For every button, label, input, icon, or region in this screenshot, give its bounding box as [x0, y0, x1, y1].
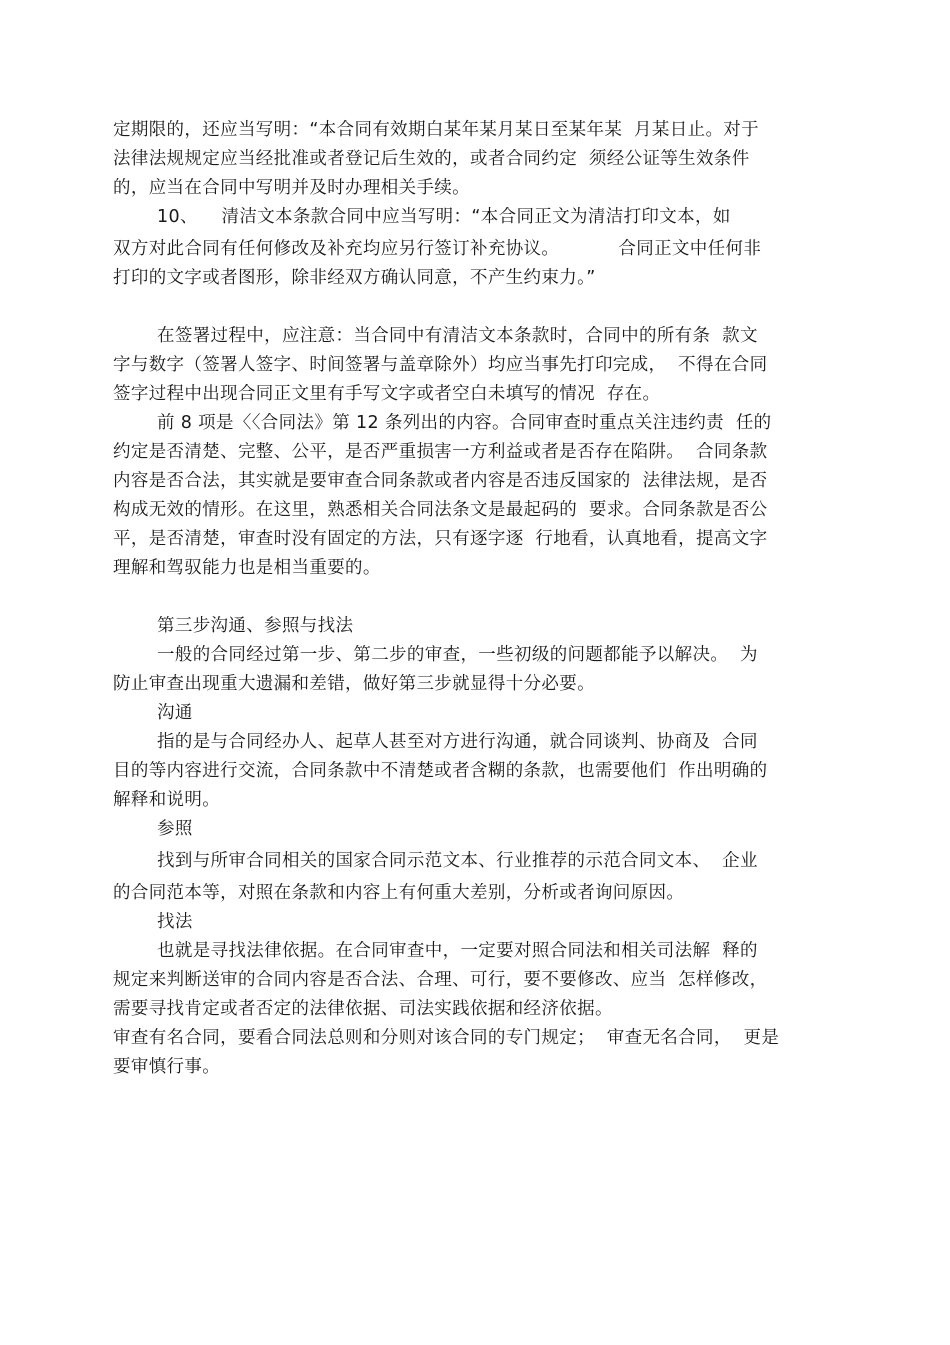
- text-line: 需要寻找肯定或者否定的法律依据、司法实践依据和经济依据。: [113, 999, 613, 1019]
- text-line: 10、 清洁文本条款合同中应当写明：“本合同正文为清洁打印文本，如: [157, 207, 731, 227]
- text-line: 打印的文字或者图形，除非经双方确认同意，不产生约束力。”: [113, 268, 596, 288]
- text-line: 定期限的，还应当写明：“本合同有效期白某年某月某日至某年某 月某日止。对于: [113, 120, 759, 140]
- text-line: 理解和驾驭能力也是相当重要的。: [113, 558, 381, 578]
- text-line: 审查有名合同，要看合同法总则和分则对该合同的专门规定； 审查无名合同， 更是: [113, 1028, 780, 1048]
- text-line: 签字过程中出现合同正文里有手写文字或者空白未填写的情况 存在。: [113, 384, 661, 404]
- text-line: 要审慎行事。: [113, 1057, 221, 1077]
- text-line: 构成无效的情形。在这里，熟悉相关合同法条文是最起码的 要求。合同条款是否公: [113, 500, 768, 520]
- section-heading: 第三步沟通、参照与找法: [157, 616, 354, 636]
- text-line: 前 8 项是〈〈合同法》第 12 条列出的内容。合同审查时重点关注违约责 任的: [157, 413, 772, 433]
- text-line: 在签署过程中，应注意：当合同中有清洁文本条款时，合同中的所有条 款文: [157, 326, 758, 346]
- text-line: 规定来判断送审的合同内容是否合法、合理、可行，要不要修改、应当 怎样修改，: [113, 970, 768, 990]
- text-line: 防止审查出现重大遗漏和差错，做好第三步就显得十分必要。: [113, 674, 595, 694]
- text-line: 约定是否清楚、完整、公平，是否严重损害一方利益或者是否存在陷阱。 合同条款: [113, 442, 768, 462]
- subheading: 找法: [157, 912, 193, 932]
- text-line: 指的是与合同经办人、起草人甚至对方进行沟通，就合同谈判、协商及 合同: [157, 732, 758, 752]
- text-line: 的，应当在合同中写明并及时办理相关手续。: [113, 178, 470, 198]
- text-line: 字与数字（签署人签字、时间签署与盖章除外）均应当事先打印完成， 不得在合同: [113, 355, 768, 375]
- subheading: 沟通: [157, 703, 193, 723]
- text-line: 解释和说明。: [113, 790, 221, 810]
- text-line: 目的等内容进行交流，合同条款中不清楚或者含糊的条款，也需要他们 作出明确的: [113, 761, 768, 781]
- text-line: 平，是否清楚，审查时没有固定的方法，只有逐字逐 行地看，认真地看，提高文字: [113, 529, 768, 549]
- text-line: 内容是否合法，其实就是要审查合同条款或者内容是否违反国家的 法律法规，是否: [113, 471, 768, 491]
- text-line: 也就是寻找法律依据。在合同审查中，一定要对照合同法和相关司法解 释的: [157, 941, 758, 961]
- text-line: 法律法规规定应当经批准或者登记后生效的，或者合同约定 须经公证等生效条件: [113, 149, 750, 169]
- text-line: 的合同范本等，对照在条款和内容上有何重大差别，分析或者询问原因。: [113, 883, 685, 903]
- text-line: 找到与所审合同相关的国家合同示范文本、行业推荐的示范合同文本、 企业: [157, 851, 758, 871]
- subheading: 参照: [157, 819, 193, 839]
- text-line: 一般的合同经过第一步、第二步的审查，一些初级的问题都能予以解决。 为: [157, 645, 758, 665]
- text-line: 双方对此合同有任何修改及补充均应另行签订补充协议。 合同正文中任何非: [113, 239, 762, 259]
